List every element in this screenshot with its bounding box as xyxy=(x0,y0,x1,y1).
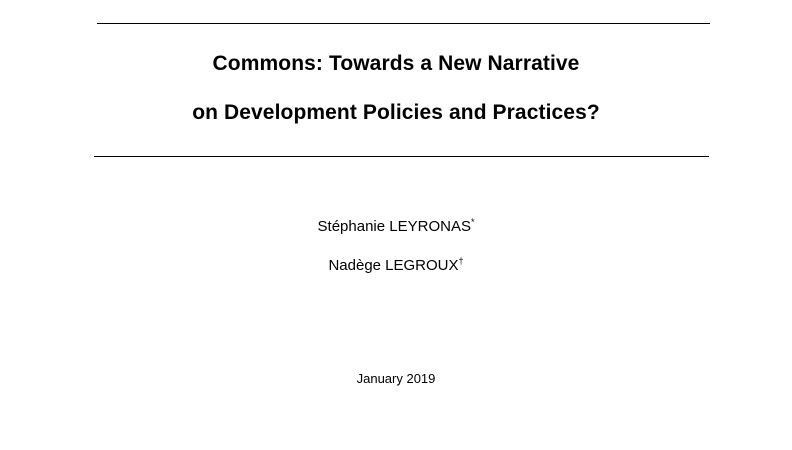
author-2-name: Nadège LEGROUX xyxy=(328,257,459,274)
paper-title-line-1: Commons: Towards a New Narrative xyxy=(212,52,580,75)
top-rule xyxy=(97,23,710,24)
author-2 xyxy=(0,257,792,274)
author-1 xyxy=(0,218,792,235)
bottom-rule xyxy=(94,156,709,157)
publication-date: January 2019 xyxy=(356,371,436,386)
author-1-name: Stéphanie LEYRONAS xyxy=(317,218,471,235)
author-1-footnote-mark: * xyxy=(470,217,475,227)
paper-title-line-2: on Development Policies and Practices? xyxy=(192,101,600,124)
author-2-footnote-mark: † xyxy=(458,256,464,266)
